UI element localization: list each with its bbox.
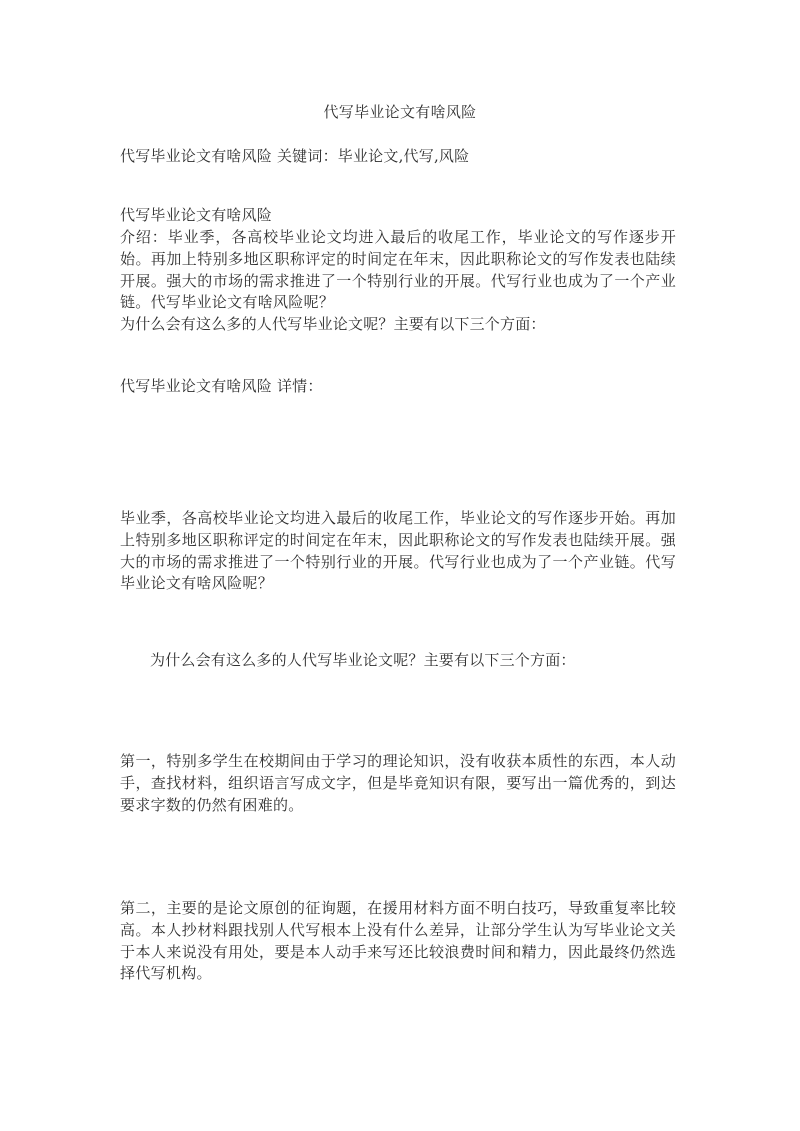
body-question: 为什么会有这么多的人代写毕业论文呢？主要有以下三个方面：	[150, 651, 576, 669]
intro-heading: 代写毕业论文有啥风险	[120, 206, 273, 224]
reason-1-paragraph: 第一，特别多学生在校期间由于学习的理论知识，没有收获本质性的东西，本人动手，查找材料，组织语言写成文字，但是毕竟知识有限，要写出一篇优秀的，到达要求字数的仍然有困难的。	[120, 752, 676, 814]
intro-paragraph: 介绍：毕业季，各高校毕业论文均进入最后的收尾工作，毕业论文的写作逐步开始。再加上特别多地区职称评定的时间定在年末，因此职称论文的写作发表也陆续开展。强大的市场的需求推进了一个特别行业的开展。代写行业也成为了一个产业链。代写毕业论文有啥风险呢？	[120, 228, 676, 312]
body-paragraph-1: 毕业季，各高校毕业论文均进入最后的收尾工作，毕业论文的写作逐步开始。再加上特别多地区职称评定的时间定在年末，因此职称论文的写作发表也陆续开展。强大的市场的需求推进了一个特别行业的开展。代写行业也成为了一个产业链。代写毕业论文有啥风险呢？	[120, 509, 676, 593]
reason-2-paragraph: 第二，主要的是论文原创的征询题，在援用材料方面不明白技巧，导致重复率比较高。本人抄材料跟找别人代写根本上没有什么差异，让部分学生认为写毕业论文关于本人来说没有用处，要是本人动手来写还比较浪费时间和精力，因此最终仍然选择代写机构。	[120, 899, 676, 983]
document-title: 代写毕业论文有啥风险	[323, 103, 477, 121]
intro-question: 为什么会有这么多的人代写毕业论文呢？主要有以下三个方面：	[120, 315, 546, 333]
keywords-line: 代写毕业论文有啥风险 关键词：毕业论文,代写,风险	[120, 147, 470, 165]
details-label: 代写毕业论文有啥风险 详情：	[120, 377, 323, 395]
